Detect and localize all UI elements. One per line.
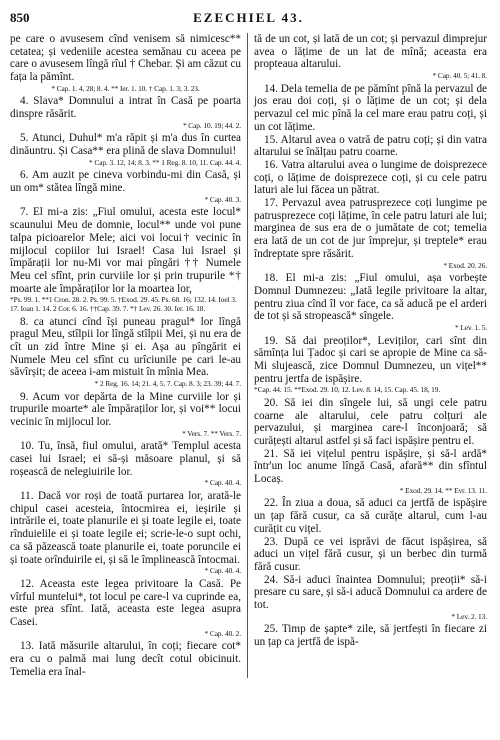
cross-reference: *Cap. 44. 15. **Exod. 29. 10, 12. Lev. 8. 14, 15. Cap. 45. 18, 19. bbox=[254, 385, 441, 395]
left-column bbox=[10, 33, 248, 678]
verse-paragraph: 9. Acum vor depărta de la Mine curviile lor și trupurile moarte* ale împăraților lor, și voi** locui vecinic în mijlocul lor. bbox=[10, 390, 242, 429]
cross-reference: * Exod. 20. 26. bbox=[443, 260, 487, 270]
verse-paragraph: 5. Atunci, Duhul* m'a răpit și m'a dus în curtea dinăuntru. Și Casa** era plină de slava Domnului! bbox=[10, 132, 242, 158]
verse-paragraph: 12. Aceasta este legea privitoare la Casă. Pe vîrful muntelui*, tot locul pe care-l va cuprinde ea, este prea sfînt. Iată, aceasta este legea asupra Casei. bbox=[10, 577, 242, 628]
cross-reference: * Cap. 40. 2. bbox=[204, 628, 242, 638]
cross-reference: * Cap. 10. 19; 44. 2. bbox=[182, 120, 242, 130]
verse-paragraph: 6. Am auzit pe cineva vorbindu-mi din Casă, și un om* stătea lîngă mine. bbox=[10, 169, 242, 195]
verse-paragraph: 19. Să dai preoților*, Leviților, cari sînt din sămînța lui Țadoc și cari se apropie de Mine ca să-Mi slujească, zice Domnul Dumnezeu, un vițel** pentru jertfa de ispășire. bbox=[254, 334, 487, 385]
verse-paragraph: tă de un cot, și lată de un cot; și pervazul dimprejur avea o lățime de un lat de mînă; aceasta era propteaua altarului. bbox=[254, 33, 487, 71]
verse-paragraph: 16. Vatra altarului avea o lungime de doisprezece coți, o lățime de doisprezece coți, și cu cele patru laturi ale lui făcea un pătrat. bbox=[254, 158, 487, 197]
cross-reference: * Cap. 40. 4. bbox=[204, 566, 242, 576]
cross-reference: * Vers. 7. ** Vers. 7. bbox=[182, 428, 242, 438]
verse-paragraph: 20. Să iei din sîngele lui, să ungi cele patru coarne ale altarului, cele patru colțuri ale pervazului, și marginea care-l înconjoară; să curățești altarul astfel și să faci ispășire pentru el. bbox=[254, 396, 487, 448]
verse-paragraph: 24. Să-i aduci înaintea Domnului; preoții* să-i presare cu sare, și să-i aducă Domnului ca ardere de tot. bbox=[254, 573, 487, 612]
verse-paragraph: 11. Dacă vor roși de toată purtarea lor, arată-le chipul casei acesteia, întocmirea ei, ieșirile și intrările ei, toate planurile ei și toate legile ei, toate rînduielile ei și toate legile ei; scrie-le-o supt ochi, ca să păzească toate planurile ei, toate poruncile ei și toate orînduirile ei, și să le împlinească întocmai. bbox=[10, 490, 242, 566]
verse-paragraph: 21. Să iei vițelul pentru ispășire, și să-l ardă* într'un loc anume lîngă Casă, afară** din sfîntul Locaș. bbox=[254, 447, 487, 486]
verse-paragraph: 18. El mi-a zis: „Fiul omului, așa vorbește Domnul Dumnezeu: „Iată legile privitoare la altar, pentru ziua cînd îl vor face, ca să aducă pe el arderi de tot și să stropească* sîngele. bbox=[254, 272, 487, 323]
verse-paragraph: 25. Timp de șapte* zile, să jertfești în fiecare zi un țap ca jertfă de ispă- bbox=[254, 623, 487, 649]
verse-paragraph: 17. Pervazul avea patrusprezece coți lungime pe patrusprezece coți lățime, în cele patru laturi ale lui; marginea de sus era de o jumătate de cot; temelia era lată de un cot de jur împrejur, și treptele* erau îndreptate spre răsărit. bbox=[254, 197, 487, 260]
cross-reference: * Lev. 2. 13. bbox=[451, 611, 487, 621]
cross-reference: * Lev. 1. 5. bbox=[455, 322, 487, 332]
cross-reference: * Cap. 1. 4, 28; 8. 4. ** Ier. 1. 10. † Cap. 1. 3; 3. 23. bbox=[51, 83, 200, 93]
cross-reference: * Cap. 40. 4. bbox=[204, 478, 242, 488]
verse-paragraph: 14. Dela temelia de pe pămînt pînă la pervazul de jos erau doi coți, și o lățime de un cot; și dela pervazul cel mic pînă la cel mare erau patru coți, și un cot lățime. bbox=[254, 82, 487, 133]
page-header bbox=[10, 10, 487, 28]
cross-reference: *Ps. 99. 1. **1 Cron. 28. 2. Ps. 99. 5. †Exod. 29. 45. Ps. 68. 16; 132. 14. Ioel 3. 17. Ioan 1. 14. 2 Cor. 6. 16. ††Cap. 39. 7. *† Lev. 26. 30. Ier. 16. 18. bbox=[10, 295, 237, 313]
cross-reference: * Exod. 29. 14. ** Evr. 13. 11. bbox=[399, 485, 487, 495]
verse-paragraph: pe care o avusesem cînd venisem să nimicesc** cetatea; și vedeniile acestea semănau cu aceea pe care o avusesem lîngă rîul † Chebar. Și am căzut cu fața la pămînt. bbox=[10, 33, 242, 84]
page-number: 850 bbox=[10, 10, 30, 25]
cross-reference: * Cap. 40. 3. bbox=[204, 194, 242, 204]
two-column-text bbox=[10, 33, 487, 678]
verse-paragraph: 8. ca atunci cînd își puneau pragul* lor lîngă pragul Meu, stîlpii lor lîngă stîlpii Mei, și nu era de cît un zid între Mine și ei. Așa au pîngărit ei Numele Meu cel sfînt cu urîciunile pe cari le-au săvîrșit; de aceea i-am mistuit în mînia Mea. bbox=[10, 315, 242, 379]
verse-paragraph: 15. Altarul avea o vatră de patru coți; și din vatra altarului se înălțau patru coarne. bbox=[254, 133, 487, 159]
running-title: EZECHIEL 43. bbox=[193, 10, 304, 25]
right-column bbox=[248, 33, 487, 678]
verse-paragraph: 23. După ce vei isprăvi de făcut ispășirea, să aduci un vițel fără cusur, și un berbec din turmă fără cusur. bbox=[254, 535, 487, 573]
verse-paragraph: 13. Iată măsurile altarului, în coți; fiecare cot* era cu o palmă mai lung decît cotul obicinuit. Temelia era înal- bbox=[10, 640, 242, 678]
verse-paragraph: 10. Tu, însă, fiul omului, arată* Templul acesta casei lui Israel; ei să-și măsoare planul, și să roșească de nelegiuirile lor. bbox=[10, 440, 242, 478]
cross-reference: * 2 Reg. 16. 14; 21. 4, 5, 7. Cap. 8. 3; 23. 39; 44. 7. bbox=[94, 379, 242, 389]
verse-paragraph: 4. Slava* Domnului a intrat în Casă pe poarta dinspre răsărit. bbox=[10, 95, 242, 121]
verse-paragraph: 22. În ziua a doua, să aduci ca jertfă de ispășire un țap fără cusur, ca să curățe altarul, cum l-au curățit cu vițel. bbox=[254, 497, 487, 535]
cross-reference: * Cap. 40. 5; 41. 8. bbox=[432, 71, 487, 81]
cross-reference: * Cap. 3. 12, 14; 8. 3. ** 1 Reg. 8. 10, 11. Cap. 44. 4. bbox=[89, 157, 242, 167]
verse-paragraph: 7. El mi-a zis: „Fiul omului, acesta este locul* scaunului Meu de domnie, locul** unde voi pune talpa picioarelor Mele; aici voi locui† vecinic în mijlocul copiilor lui Israel! Casa lui Israel și împărații lor nu-Mi vor mai pîngări †† Numele Meu cel sfînt, prin curviile lor și prin trupurile *† moarte ale împăraților lor la moartea lor, bbox=[10, 206, 242, 295]
